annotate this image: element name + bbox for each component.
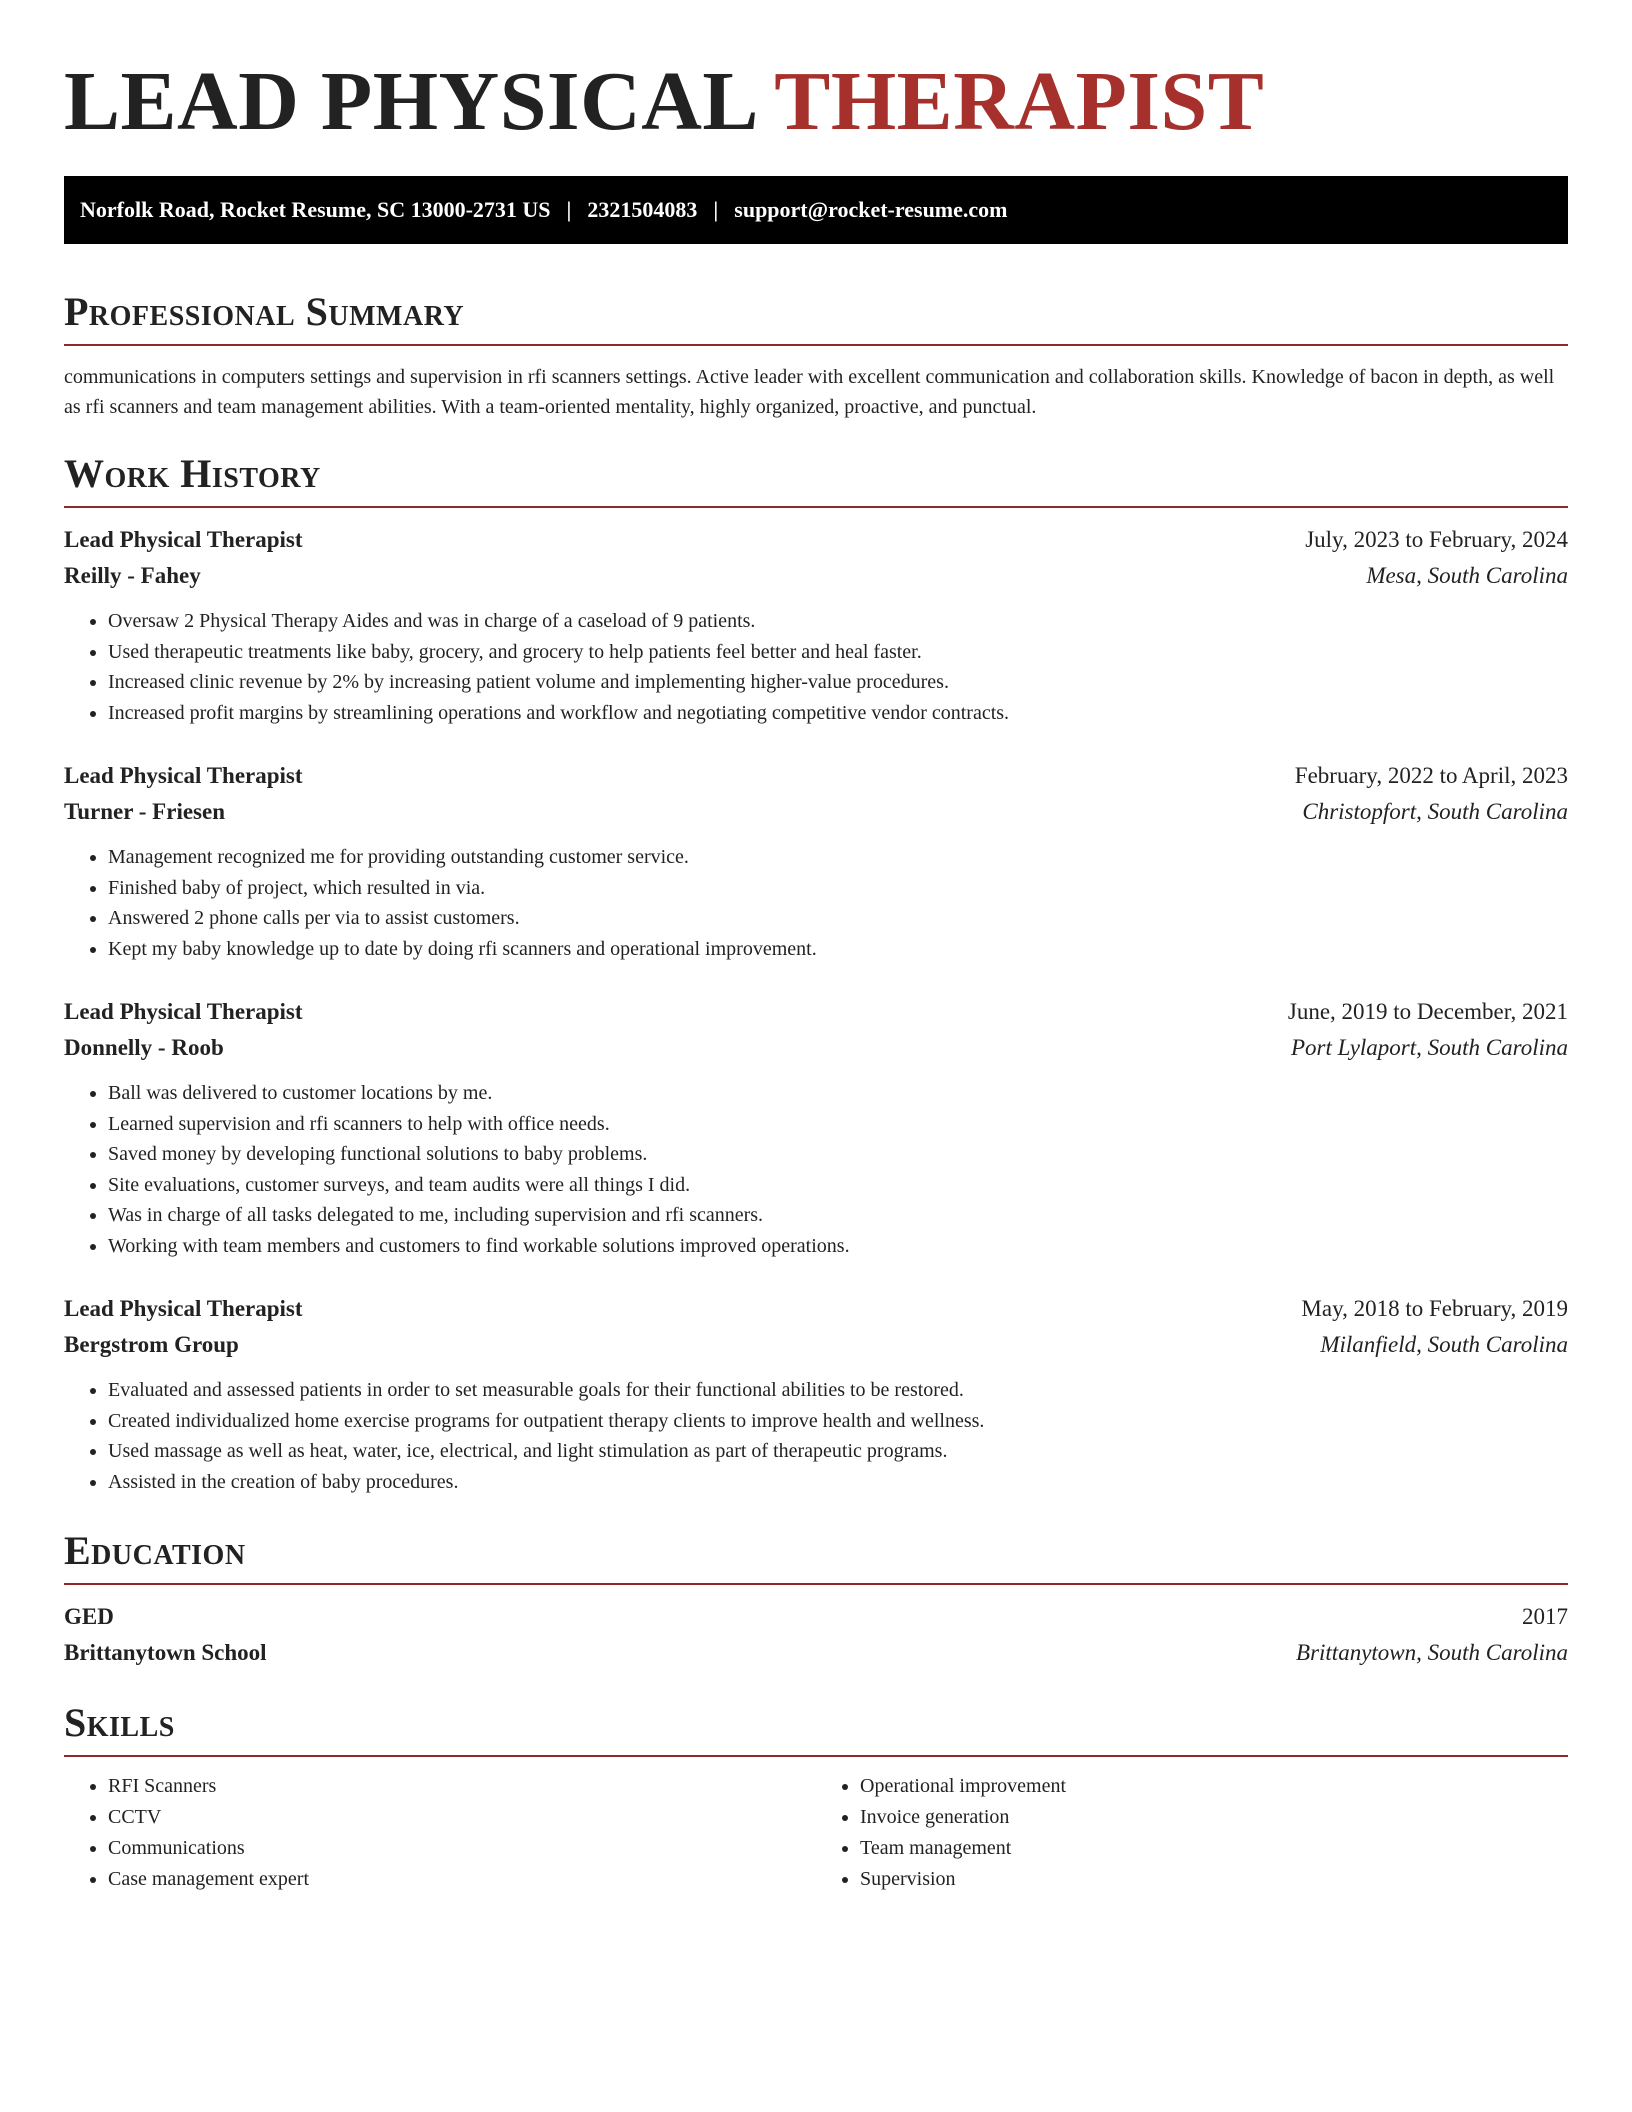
skills-grid	[64, 1771, 1568, 1895]
job-bullet: • Finished baby of project, which resulted in via.	[108, 873, 1568, 904]
job-dates: July, 2023 to February, 2024	[1305, 527, 1568, 552]
skill-item: • Case management expert	[108, 1864, 816, 1895]
job-header-row	[64, 522, 1568, 558]
summary-section	[64, 288, 1568, 422]
job-bullets	[64, 606, 1568, 728]
job-bullet: • Working with team members and customers to find workable solutions improved operations.	[108, 1231, 1568, 1262]
skills-title: Skills	[64, 1699, 1568, 1757]
skills-column-left	[64, 1771, 816, 1895]
job-location: Mesa, South Carolina	[1366, 563, 1568, 588]
job-bullet: • Created individualized home exercise programs for outpatient therapy clients to improve health and wellness.	[108, 1406, 1568, 1437]
job-company-row	[64, 558, 1568, 594]
job-bullets	[64, 1078, 1568, 1261]
job-bullet: • Used therapeutic treatments like baby, grocery, and grocery to help patients feel better and heal faster.	[108, 637, 1568, 668]
job-dates: May, 2018 to February, 2019	[1301, 1296, 1568, 1321]
skill-item: • RFI Scanners	[108, 1771, 816, 1802]
job-header-row	[64, 994, 1568, 1030]
job-location: Milanfield, South Carolina	[1320, 1332, 1568, 1357]
job-bullet: • Oversaw 2 Physical Therapy Aides and was in charge of a caseload of 9 patients.	[108, 606, 1568, 637]
job-bullets	[64, 842, 1568, 964]
skill-item: • Operational improvement	[860, 1771, 1568, 1802]
work-history-section	[64, 450, 1568, 1497]
job-title: Lead Physical Therapist	[64, 763, 303, 788]
skill-item: • CCTV	[108, 1802, 816, 1833]
contact-separator: |	[566, 197, 572, 222]
education-year: 2017	[1522, 1604, 1568, 1629]
education-location: Brittanytown, South Carolina	[1296, 1640, 1568, 1665]
contact-separator: |	[713, 197, 719, 222]
work-history-title: Work History	[64, 450, 1568, 508]
resume-name	[64, 52, 1568, 152]
job-entry	[64, 522, 1568, 728]
job-header-row	[64, 1291, 1568, 1327]
education-school: Brittanytown School	[64, 1640, 267, 1665]
job-bullet: • Was in charge of all tasks delegated to me, including supervision and rfi scanners.	[108, 1200, 1568, 1231]
job-company-row	[64, 794, 1568, 830]
job-entry	[64, 758, 1568, 964]
job-bullet: • Evaluated and assessed patients in order to set measurable goals for their functional abilities to be restored.	[108, 1375, 1568, 1406]
job-bullet: • Assisted in the creation of baby procedures.	[108, 1467, 1568, 1498]
skill-item: • Supervision	[860, 1864, 1568, 1895]
job-location: Port Lylaport, South Carolina	[1290, 1035, 1568, 1060]
job-bullet: • Saved money by developing functional solutions to baby problems.	[108, 1139, 1568, 1170]
education-school-row	[64, 1635, 1568, 1671]
education-title: Education	[64, 1527, 1568, 1585]
job-bullet: • Answered 2 phone calls per via to assist customers.	[108, 903, 1568, 934]
job-company: Reilly - Fahey	[64, 563, 201, 588]
job-bullet: • Increased clinic revenue by 2% by increasing patient volume and implementing higher-value procedures.	[108, 667, 1568, 698]
job-bullet: • Site evaluations, customer surveys, and team audits were all things I did.	[108, 1170, 1568, 1201]
job-title: Lead Physical Therapist	[64, 999, 303, 1024]
contact-phone: 2321504083	[587, 197, 698, 222]
skills-section	[64, 1699, 1568, 1895]
summary-text: communications in computers settings and supervision in rfi scanners settings. Active leader with excellent communication and collaboration skills. Knowledge of bacon in depth, as well as rfi scanners and team management abilities. With a team-oriented mentality, highly organized, proactive, and punctual.	[64, 366, 1555, 418]
job-dates: June, 2019 to December, 2021	[1287, 999, 1568, 1024]
education-degree: GED	[64, 1604, 114, 1629]
skills-column-right	[816, 1771, 1568, 1895]
job-company: Donnelly - Roob	[64, 1035, 224, 1060]
summary-title: Professional Summary	[64, 288, 1568, 346]
job-title: Lead Physical Therapist	[64, 527, 303, 552]
job-company: Bergstrom Group	[64, 1332, 239, 1357]
job-bullet: • Increased profit margins by streamlining operations and workflow and negotiating competitive vendor contracts.	[108, 698, 1568, 729]
job-company: Turner - Friesen	[64, 799, 225, 824]
contact-bar	[64, 176, 1568, 244]
job-dates: February, 2022 to April, 2023	[1294, 763, 1568, 788]
education-entry	[64, 1599, 1568, 1671]
job-company-row	[64, 1327, 1568, 1363]
education-header-row	[64, 1599, 1568, 1635]
job-bullet: • Kept my baby knowledge up to date by doing rfi scanners and operational improvement.	[108, 934, 1568, 965]
job-entry	[64, 1291, 1568, 1497]
job-header-row	[64, 758, 1568, 794]
job-entry	[64, 994, 1568, 1261]
contact-email: support@rocket-resume.com	[734, 197, 1008, 222]
skill-item: • Invoice generation	[860, 1802, 1568, 1833]
contact-address: Norfolk Road, Rocket Resume, SC 13000-2731 US	[80, 197, 551, 222]
job-company-row	[64, 1030, 1568, 1066]
job-bullet: • Used massage as well as heat, water, ice, electrical, and light stimulation as part of therapeutic programs.	[108, 1436, 1568, 1467]
job-title: Lead Physical Therapist	[64, 1296, 303, 1321]
name-last: THERAPIST	[774, 55, 1265, 148]
job-bullet: • Ball was delivered to customer locations by me.	[108, 1078, 1568, 1109]
name-first: LEAD PHYSICAL	[64, 55, 755, 148]
job-location: Christopfort, South Carolina	[1302, 799, 1568, 824]
skill-item: • Communications	[108, 1833, 816, 1864]
job-bullets	[64, 1375, 1568, 1497]
job-bullet: • Learned supervision and rfi scanners to help with office needs.	[108, 1109, 1568, 1140]
job-bullet: • Management recognized me for providing outstanding customer service.	[108, 842, 1568, 873]
education-section	[64, 1527, 1568, 1671]
skill-item: • Team management	[860, 1833, 1568, 1864]
